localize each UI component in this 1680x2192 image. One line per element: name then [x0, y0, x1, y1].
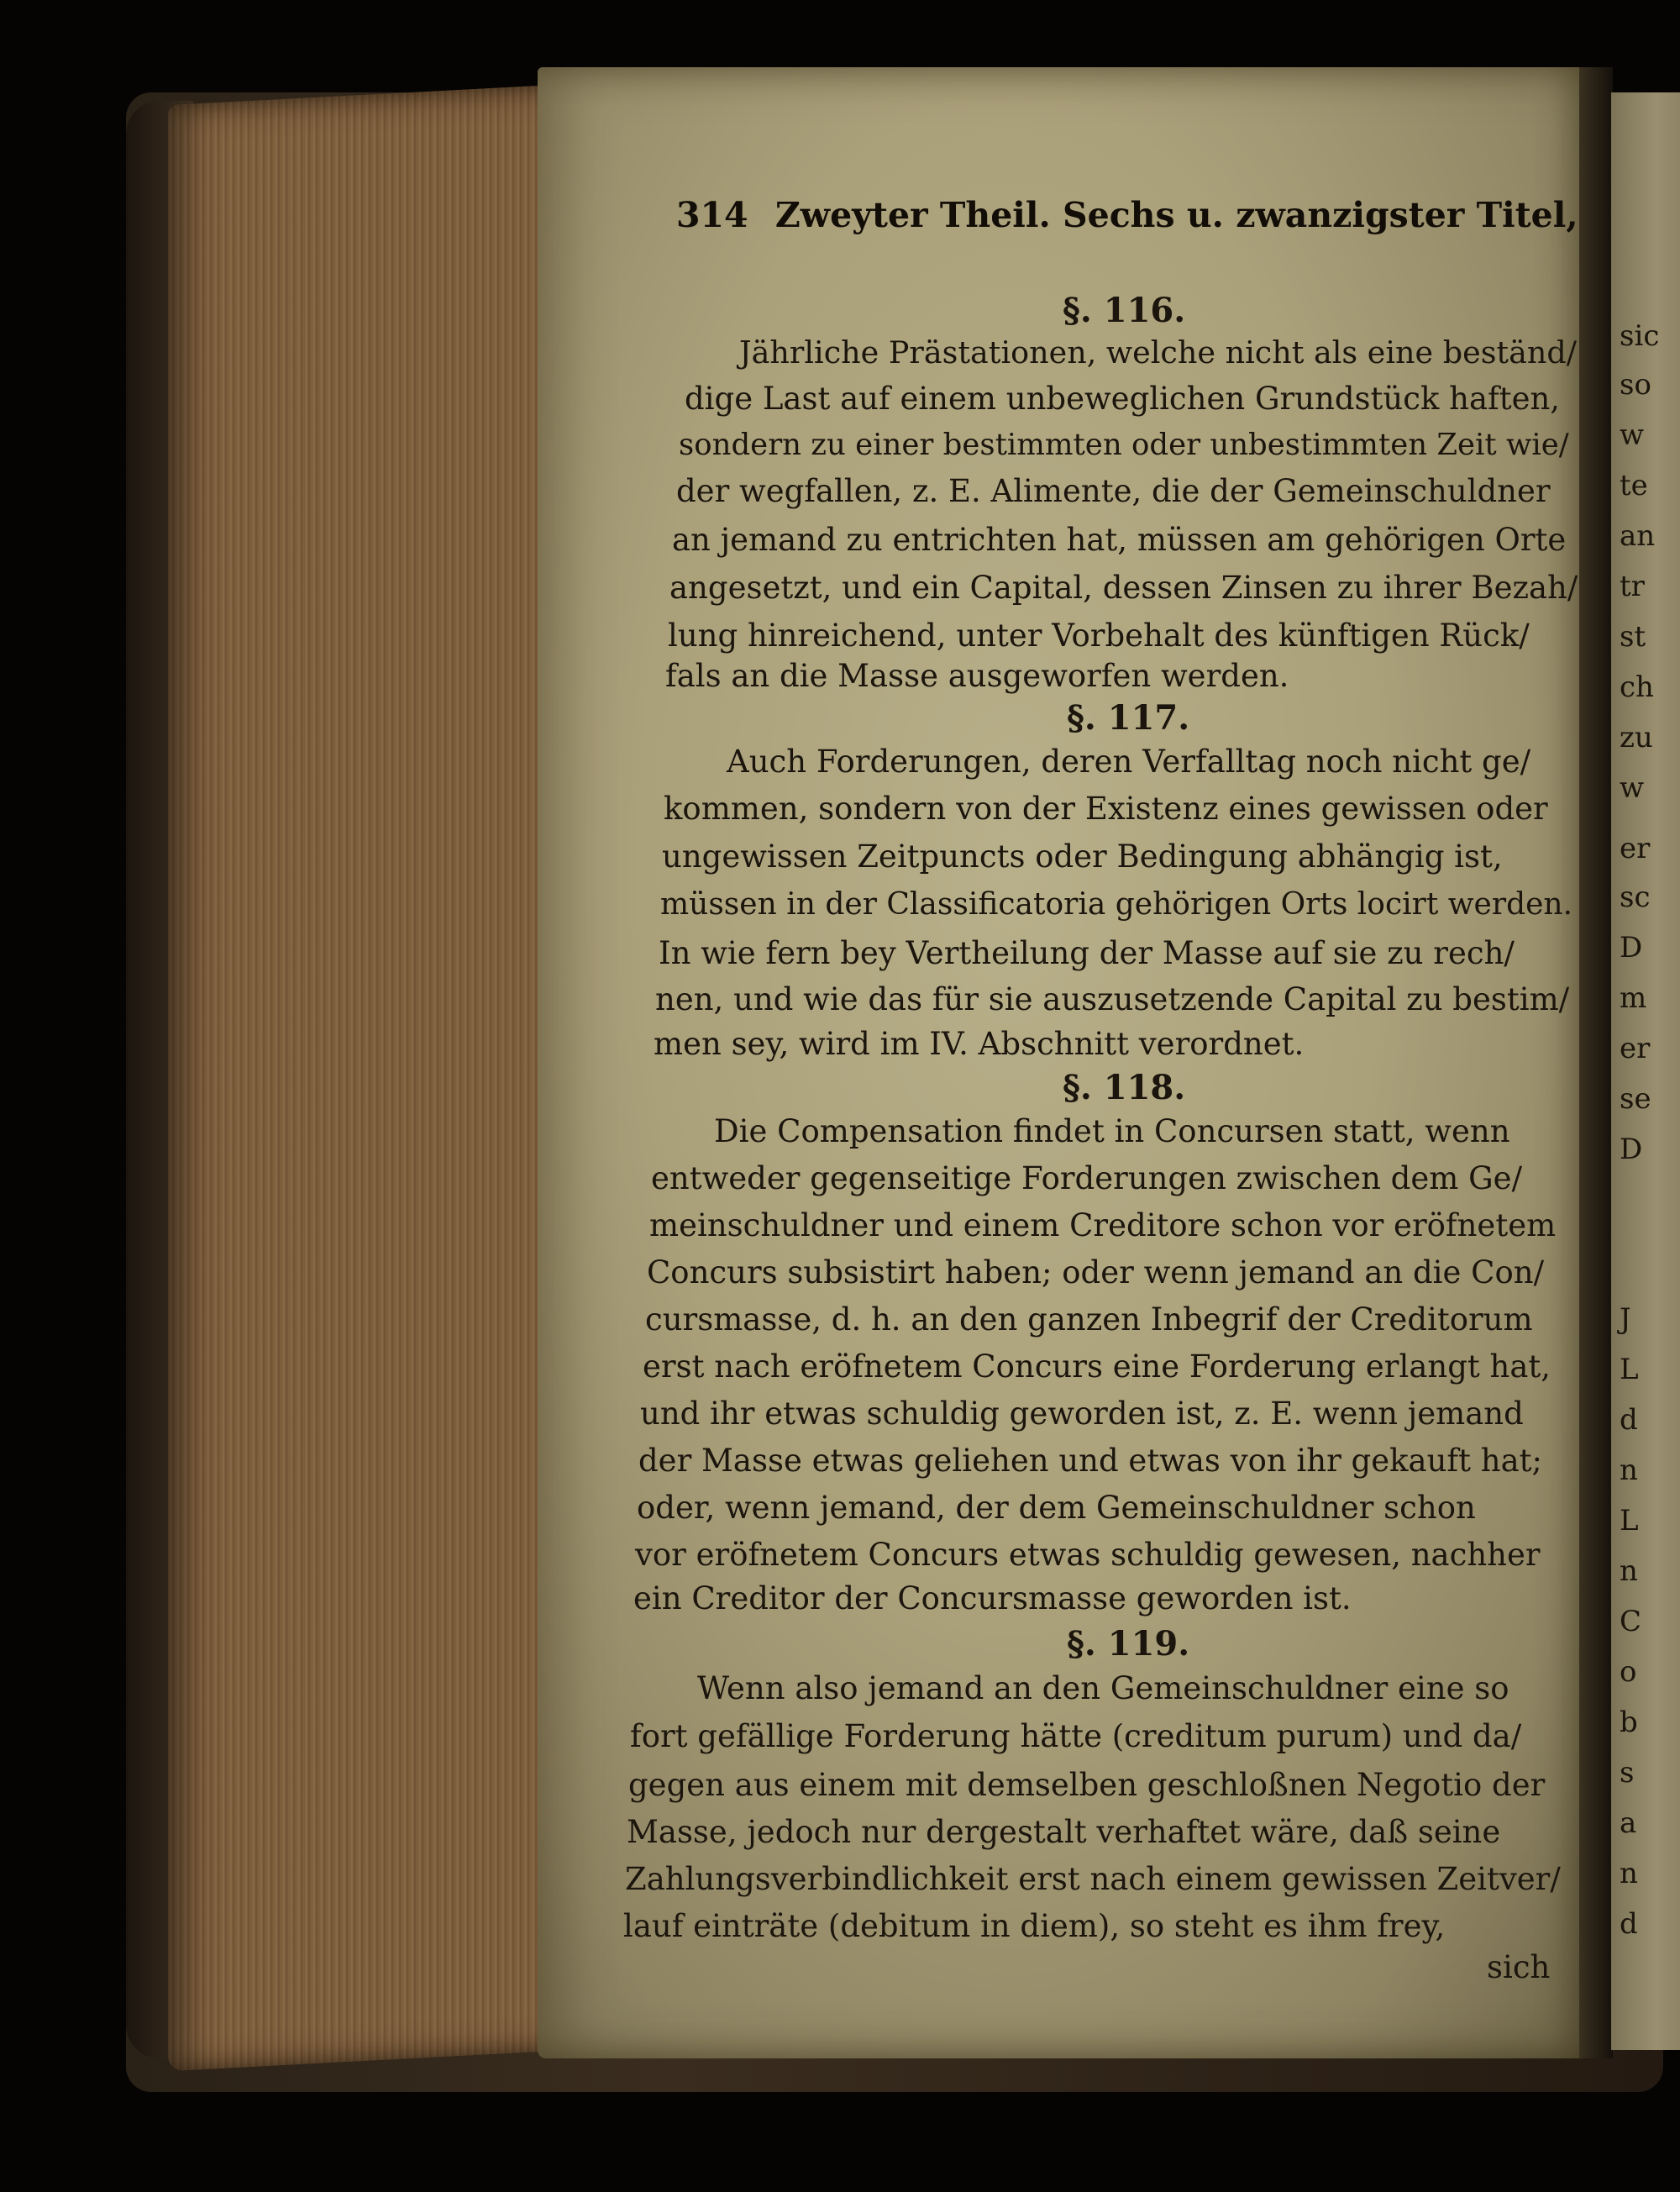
facing-fragment: D	[1620, 931, 1643, 965]
text-line: sondern zu einer bestimmten oder unbestimmten Zeit wie/	[679, 428, 1569, 462]
facing-fragment: ch	[1620, 670, 1654, 704]
section-heading: §. 119.	[1067, 1624, 1190, 1664]
section-heading: §. 117.	[1067, 698, 1190, 738]
catchword: sich	[1487, 1949, 1551, 1985]
text-line: Wenn also jemand an den Gemeinschuldner eine so	[697, 1670, 1509, 1706]
facing-fragment: n	[1620, 1453, 1638, 1487]
text-line: fals an die Masse ausgeworfen werden.	[665, 658, 1289, 694]
facing-fragment: er	[1620, 832, 1651, 865]
text-line: Concurs subsistirt haben; oder wenn jemand an die Con/	[647, 1254, 1545, 1290]
text-line: erst nach eröfnetem Concurs eine Forderung erlangt hat,	[643, 1348, 1551, 1385]
text-line: müssen in der Classificatoria gehörigen Orts locirt werden.	[660, 887, 1573, 922]
page-number: 314	[676, 195, 748, 235]
text-line: der wegfallen, z. E. Alimente, die der Gemeinschuldner	[676, 473, 1551, 509]
facing-fragment: so	[1620, 368, 1651, 402]
text-line: Die Compensation findet in Concursen statt, wenn	[714, 1113, 1510, 1149]
facing-fragment: D	[1620, 1133, 1643, 1166]
text-line: dige Last auf einem unbeweglichen Grundstück haften,	[685, 381, 1561, 417]
facing-fragment: a	[1620, 1806, 1637, 1840]
facing-fragment: se	[1620, 1082, 1651, 1116]
text-line: Masse, jedoch nur dergestalt verhaftet wäre, daß seine	[627, 1814, 1501, 1850]
facing-fragment: w	[1620, 418, 1645, 452]
facing-fragment: zu	[1620, 721, 1653, 754]
facing-fragment: st	[1620, 620, 1646, 654]
text-line: Zahlungsverbindlichkeit erst nach einem gewissen Zeitver/	[625, 1861, 1561, 1897]
text-line: kommen, sondern von der Existenz eines gewissen oder	[664, 791, 1548, 827]
text-line: lung hinreichend, unter Vorbehalt des künftigen Rück/	[668, 618, 1530, 654]
facing-fragment: b	[1620, 1706, 1638, 1739]
facing-fragment: w	[1620, 771, 1645, 805]
running-head-title: Zweyter Theil. Sechs u. zwanzigster Titel,	[774, 195, 1578, 235]
text-line: entweder gegenseitige Forderungen zwischen dem Ge/	[651, 1160, 1523, 1196]
facing-fragment: L	[1620, 1353, 1639, 1386]
text-line: Auch Forderungen, deren Verfalltag noch nicht ge/	[727, 744, 1531, 780]
facing-fragment: C	[1620, 1605, 1642, 1638]
facing-fragment: L	[1620, 1504, 1639, 1538]
text-line: der Masse etwas geliehen und etwas von ihr gekauft hat;	[638, 1443, 1542, 1479]
section-heading: §. 118.	[1063, 1068, 1186, 1107]
text-line: nen, und wie das für sie auszusetzende Capital zu bestim/	[655, 981, 1570, 1017]
facing-fragment: te	[1620, 469, 1648, 502]
text-line: an jemand zu entrichten hat, müssen am gehörigen Orte	[672, 522, 1567, 558]
facing-fragment: J	[1620, 1302, 1631, 1336]
text-line: oder, wenn jemand, der dem Gemeinschuldner schon	[637, 1490, 1476, 1526]
text-line: meinschuldner und einem Creditore schon vor eröfnetem	[649, 1207, 1557, 1243]
page-block-edge	[168, 84, 571, 2071]
facing-fragment: d	[1620, 1907, 1638, 1941]
text-line: vor eröfnetem Concurs etwas schuldig gewesen, nachher	[635, 1537, 1541, 1573]
page-gutter	[1579, 67, 1613, 2058]
facing-fragment: sic	[1620, 319, 1660, 353]
text-line: Jährliche Prästationen, welche nicht als eine beständ/	[739, 334, 1578, 371]
text-line: ungewissen Zeitpuncts oder Bedingung abhängig ist,	[662, 838, 1503, 875]
text-line: fort gefällige Forderung hätte (creditum purum) und da/	[630, 1718, 1522, 1754]
text-line: cursmasse, d. h. an den ganzen Inbegrif der Creditorum	[645, 1301, 1533, 1338]
facing-fragment: er	[1620, 1032, 1651, 1065]
facing-fragment: s	[1620, 1756, 1635, 1790]
facing-page-fragment	[1611, 92, 1680, 2050]
text-line: ein Creditor der Concursmasse geworden ist.	[633, 1580, 1352, 1616]
text-line: und ihr etwas schuldig geworden ist, z. E. wenn jemand	[640, 1396, 1524, 1432]
facing-fragment: m	[1620, 981, 1647, 1015]
text-line: angesetzt, und ein Capital, dessen Zinsen zu ihrer Bezah/	[669, 570, 1578, 606]
text-line: In wie fern bey Vertheilung der Masse auf sie zu rech/	[659, 935, 1515, 971]
facing-fragment: n	[1620, 1554, 1638, 1588]
text-line: lauf einträte (debitum in diem), so steht es ihm frey,	[623, 1908, 1446, 1944]
text-line: gegen aus einem mit demselben geschloßnen Negotio der	[628, 1767, 1546, 1803]
running-head	[676, 195, 1583, 262]
facing-fragment: sc	[1620, 880, 1651, 914]
facing-fragment: d	[1620, 1403, 1638, 1437]
facing-fragment: an	[1620, 519, 1656, 553]
facing-fragment: o	[1620, 1655, 1637, 1689]
facing-fragment: n	[1620, 1857, 1638, 1890]
text-line: men sey, wird im IV. Abschnitt verordnet.	[654, 1026, 1305, 1062]
facing-fragment: tr	[1620, 570, 1645, 603]
section-heading: §. 116.	[1063, 291, 1186, 330]
